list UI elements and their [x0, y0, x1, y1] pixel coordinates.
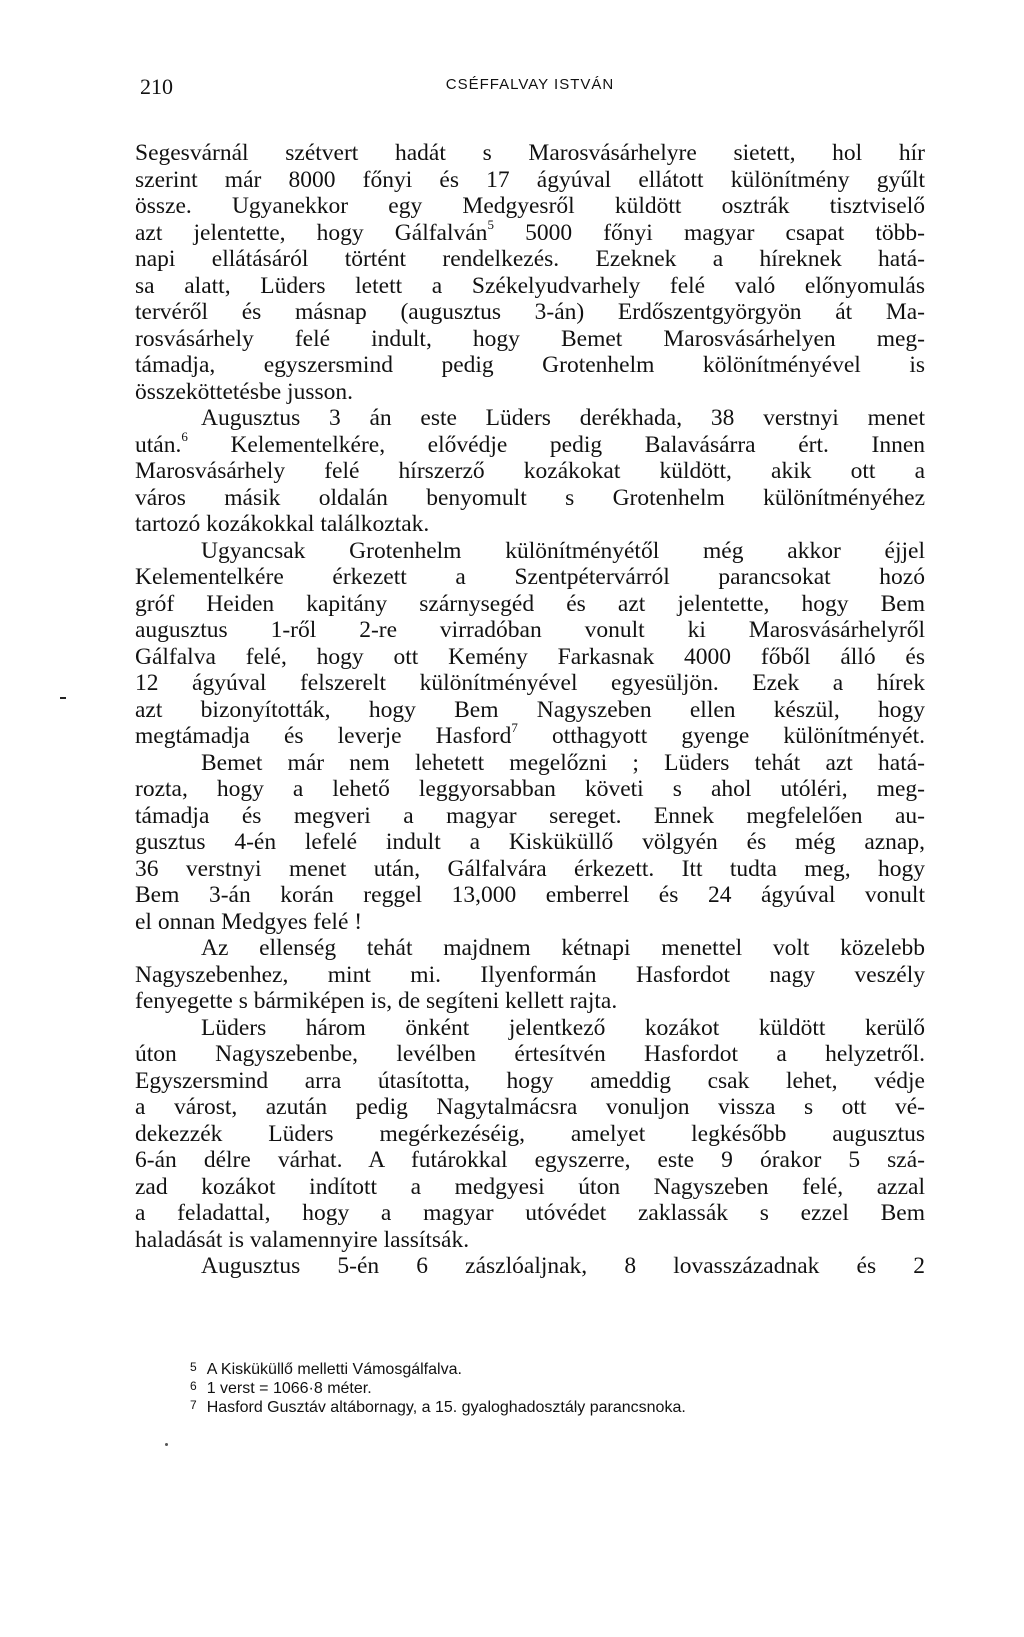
- text-line: augusztus 1-ről 2-re virradóban vonult ki Marosvásárhelyről: [135, 617, 925, 643]
- text-line-with-footnote-ref: [135, 720, 925, 750]
- footnote-ref-7: 7: [511, 720, 518, 736]
- text-line: a feladattal, hogy a magyar utóvédet zaklassák s ezzel Bem: [135, 1200, 925, 1226]
- text-line: össze. Ugyanekkor egy Medgyesről küldött osztrák tisztviselő: [135, 193, 925, 219]
- text-segment: Kelementelkére, elővédje pedig Balavásárra ért. Innen: [187, 431, 925, 458]
- text-line: 36 verstnyi menet után, Gálfalvára érkezett. Itt tudta meg, hogy: [135, 855, 925, 882]
- text-line: tartozó kozákokkal találkoztak.: [135, 511, 430, 537]
- text-line: tervéről és másnap (augusztus 3-án) Erdőszentgyörgyön át Ma-: [135, 299, 925, 325]
- text-line: Bemet már nem lehetett megelőzni ; Lüders tehát azt hatá-: [201, 749, 925, 776]
- text-line: város másik oldalán benyomult s Grotenhelm különítményéhez: [135, 484, 925, 511]
- text-line: sa alatt, Lüders letett a Székelyudvarhely felé való előnyomulás: [135, 272, 925, 299]
- text-line-with-footnote-ref: [135, 428, 925, 459]
- text-line: a várost, azután pedig Nagytalmácsra vonuljon vissza s ott vé-: [135, 1094, 925, 1120]
- text-segment: után.: [135, 431, 182, 458]
- text-segment: 5000 főnyi magyar csapat több-: [493, 219, 926, 246]
- text-line: Segesvárnál szétvert hadát s Marosvásárhelyre sietett, hol hír: [135, 140, 925, 166]
- text-line: Marosvásárhely felé hírszerző kozákokat küldött, akik ott a: [135, 458, 925, 484]
- text-line: zad kozákot indított a medgyesi úton Nagyszeben felé, azzal: [135, 1173, 925, 1200]
- footnote-mark: 5: [190, 1360, 197, 1374]
- text-line: Gálfalva felé, hogy ott Kemény Farkasnak 4000 főből álló és: [135, 643, 925, 670]
- margin-mark: [60, 697, 66, 699]
- footnote-text: A Kisküküllő melletti Vámosgálfalva.: [206, 1361, 462, 1378]
- text-segment: otthagyott gyenge különítményét.: [517, 723, 925, 749]
- text-line: Egyszersmind arra útasította, hogy ameddig csak lehet, védje: [135, 1067, 925, 1094]
- text-segment: azt jelentette, hogy Gálfalván: [135, 219, 488, 246]
- text-line: támadja és megveri a magyar sereget. Ennek megfelelően au-: [135, 802, 925, 829]
- text-line: összeköttetésbe jusson.: [135, 378, 353, 405]
- text-line: Augusztus 3 án este Lüders derékhada, 38 verstnyi menet: [201, 405, 925, 431]
- text-line: Az ellenség tehát majdnem kétnapi menettel volt közelebb: [201, 935, 925, 961]
- text-line: gróf Heiden kapitány szárnysegéd és azt jelentette, hogy Bem: [135, 590, 925, 617]
- text-line: rozta, hogy a lehető leggyorsabban követi s ahol utóléri, meg-: [135, 776, 925, 802]
- text-line: el onnan Medgyes felé !: [135, 908, 363, 935]
- footnote-6: [190, 1379, 930, 1398]
- text-line: fenyegette s bármiképen is, de segíteni kellett rajta.: [135, 988, 618, 1014]
- text-line: Nagyszebenhez, mint mi. Ilyenformán Hasfordot nagy veszély: [135, 961, 925, 988]
- footnote-text: 1 verst = 1066·8 méter.: [206, 1380, 372, 1397]
- text-line: Lüders három önként jelentkező kozákot küldött kerülő: [201, 1014, 925, 1041]
- margin-dot: [165, 1443, 168, 1446]
- text-line: támadja, egyszersmind pedig Grotenhelm kölönítményével is: [135, 352, 925, 378]
- footnote-text: Hasford Gusztáv altábornagy, a 15. gyaloghadosztály parancsnoka.: [206, 1399, 686, 1416]
- text-line: Bem 3-án korán reggel 13,000 emberrel és 24 ágyúval vonult: [135, 882, 925, 908]
- page-header: [140, 74, 920, 104]
- footnote-mark: 6: [190, 1379, 197, 1393]
- footnote-7: [190, 1398, 930, 1417]
- text-line: Augusztus 5-én 6 zászlóaljnak, 8 lovasszázadnak és 2: [201, 1253, 925, 1279]
- footnote-mark: 7: [190, 1398, 197, 1412]
- page-number: 210: [140, 74, 173, 99]
- text-line: 12 ágyúval felszerelt különítményével egyesüljön. Ezek a hírek: [135, 670, 925, 696]
- text-line: azt bizonyították, hogy Bem Nagyszeben ellen készül, hogy: [135, 696, 925, 723]
- text-line: napi ellátásáról történt rendelkezés. Ezeknek a híreknek hatá-: [135, 246, 925, 272]
- text-line: Kelementelkére érkezett a Szentpétervárról parancsokat hozó: [135, 564, 925, 590]
- text-line: gusztus 4-én lefelé indult a Kisküküllő völgyén és még aznap,: [135, 829, 925, 855]
- text-line: 6-án délre várhat. A futárokkal egyszerre, este 9 órakor 5 szá-: [135, 1147, 925, 1173]
- body-text: [135, 140, 925, 1280]
- footnotes: [190, 1360, 930, 1417]
- footnote-5: [190, 1360, 930, 1379]
- text-line: szerint már 8000 főnyi és 17 ágyúval ellátott különítmény gyűlt: [135, 166, 925, 193]
- running-head: CSÉFFALVAY ISTVÁN: [445, 76, 615, 93]
- text-line: haladását is valamennyire lassítsák.: [135, 1226, 470, 1253]
- text-line: Ugyancsak Grotenhelm különítményétől még akkor éjjel: [201, 537, 925, 564]
- text-line: úton Nagyszebenbe, levélben értesítvén Hasfordot a helyzetről.: [135, 1041, 925, 1067]
- text-segment: megtámadja és leverje Hasford: [135, 723, 512, 749]
- text-line-with-footnote-ref: [135, 216, 926, 247]
- footnote-ref-5: 5: [487, 216, 494, 232]
- text-line: rosvásárhely felé indult, hogy Bemet Marosvásárhelyen meg-: [135, 325, 925, 352]
- footnote-ref-6: 6: [181, 428, 188, 444]
- text-line: dekezzék Lüders megérkezéséig, amelyet legkésőbb augusztus: [135, 1120, 925, 1147]
